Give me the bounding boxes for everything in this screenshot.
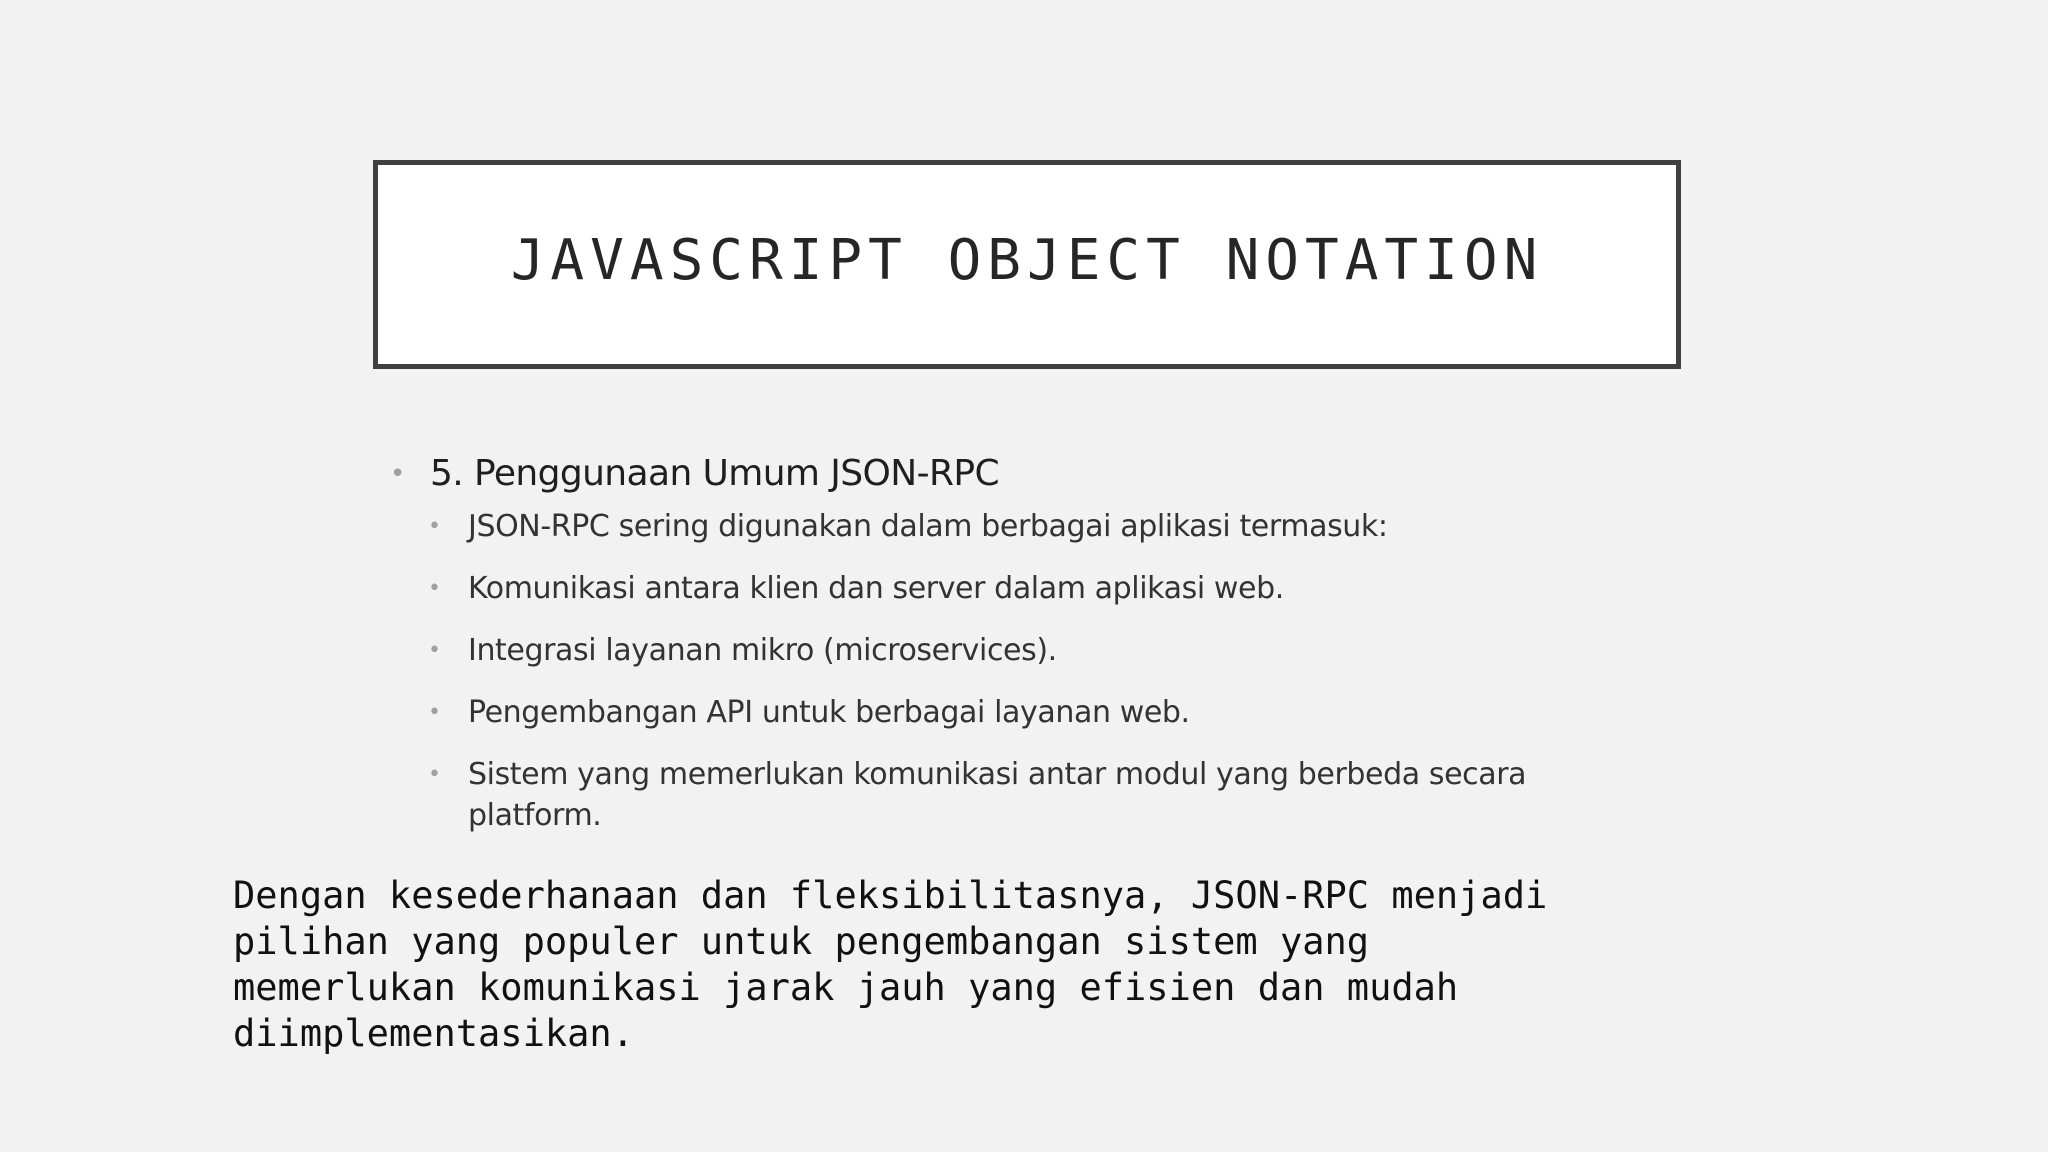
list-item-text: Integrasi layanan mikro (microservices). [468, 633, 1057, 668]
bullet-icon: • [428, 762, 441, 787]
list-item [428, 692, 1590, 733]
list-item-text: Pengembangan API untuk berbagai layanan web. [468, 695, 1190, 730]
sub-bullet-list [428, 506, 1590, 836]
list-item-text: JSON-RPC sering digunakan dalam berbagai aplikasi termasuk: [468, 509, 1388, 544]
bullet-icon: • [428, 700, 441, 725]
list-item [428, 630, 1590, 671]
section-heading-item [390, 448, 1590, 500]
conclusion-text: Dengan kesederhanaan dan fleksibilitasnya, JSON-RPC menjadi pilihan yang populer untuk pengembangan sistem yang memerlukan komunikasi jarak jauh yang efisien dan mudah diimplementasikan. [233, 874, 1548, 1055]
section-heading: 5. Penggunaan Umum JSON-RPC [430, 453, 1000, 494]
list-item [428, 754, 1590, 836]
bullet-icon: • [428, 514, 441, 539]
list-item [428, 568, 1590, 609]
list-item [428, 506, 1590, 547]
bullet-icon: • [390, 459, 406, 489]
slide-title: JAVASCRIPT OBJECT NOTATION [510, 228, 1544, 293]
list-item-text: Sistem yang memerlukan komunikasi antar modul yang berbeda secara platform. [468, 757, 1527, 833]
bullet-icon: • [428, 576, 441, 601]
bullet-content [390, 448, 1590, 857]
title-box [373, 160, 1681, 369]
bullet-icon: • [428, 638, 441, 663]
list-item-text: Komunikasi antara klien dan server dalam aplikasi web. [468, 571, 1284, 606]
